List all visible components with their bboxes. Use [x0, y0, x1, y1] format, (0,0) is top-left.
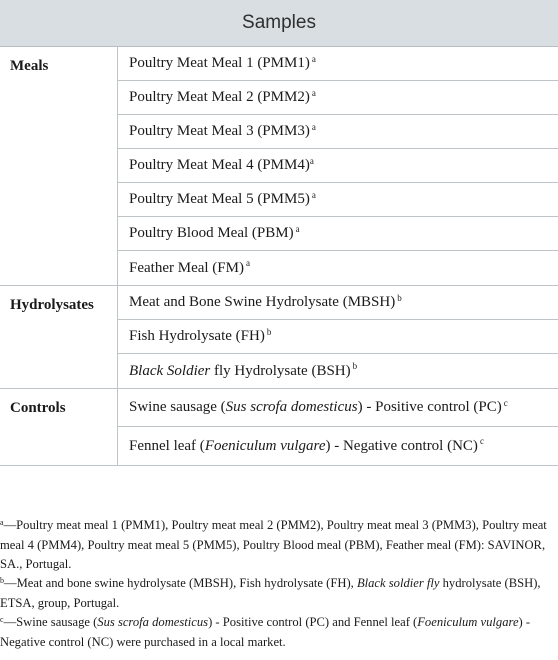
table-header-title: Samples	[242, 12, 316, 33]
group-meals	[0, 47, 558, 286]
table-row: Poultry Meat Meal 5 (PMM5) $^a$	[118, 183, 558, 217]
table-row: Fish Hydrolysate (FH) $^b$	[118, 320, 558, 354]
table-row: Swine sausage ( Sus scrofa domesticus ) - Positive control (PC) $^c$	[118, 389, 558, 427]
group-controls	[0, 389, 558, 466]
table-header	[0, 0, 558, 47]
group-label: Hydrolysates	[0, 286, 118, 388]
table-row: Meat and Bone Swine Hydrolysate (MBSH) $^b$	[118, 286, 558, 320]
table-row: Feather Meal (FM) $^a$	[129, 258, 250, 276]
footnote-b: $^b$—Meat and bone swine hydrolysate (MBSH), Fish hydrolysate (FH), Black soldier fly hydrolysate (BSH), ETSA, group, Portugal.	[0, 576, 541, 610]
table-footnotes	[0, 516, 554, 652]
table-row: Poultry Meat Meal 2 (PMM2) $^a$	[118, 81, 558, 115]
footnote-c: $^c$—Swine sausage (Sus scrofa domesticus) - Positive control (PC) and Fennel leaf (Foeniculum vulgare) - Negative control (NC) were purchased in a local market.	[0, 615, 531, 649]
table-row: Poultry Blood Meal (PBM) $^a$	[118, 217, 558, 251]
table-row: Poultry Meat Meal 4 (PMM4) $^a$	[118, 149, 558, 183]
table-row: Poultry Meat Meal 3 (PMM3) $^a$	[118, 115, 558, 149]
footnote-a: $^a$—Poultry meat meal 1 (PMM1), Poultry meat meal 2 (PMM2), Poultry meat meal 3 (PMM3), Poultry meat meal 4 (PMM4), Poultry meat meal 5 (PMM5), Poultry Blood meal (PBM), Feather meal (FM): SAVINOR, SA., Portugal.	[0, 518, 547, 571]
group-hydrolysates	[0, 286, 558, 389]
table-row: Fennel leaf ( Foeniculum vulgare ) - Negative control (NC) $^c$	[129, 436, 484, 454]
group-label: Meals	[0, 47, 118, 285]
table-row: Poultry Meat Meal 1 (PMM1) $^a$	[118, 47, 558, 81]
group-label: Controls	[0, 389, 118, 465]
table-row: Black Soldier fly Hydrolysate (BSH) $^b$	[129, 361, 358, 379]
